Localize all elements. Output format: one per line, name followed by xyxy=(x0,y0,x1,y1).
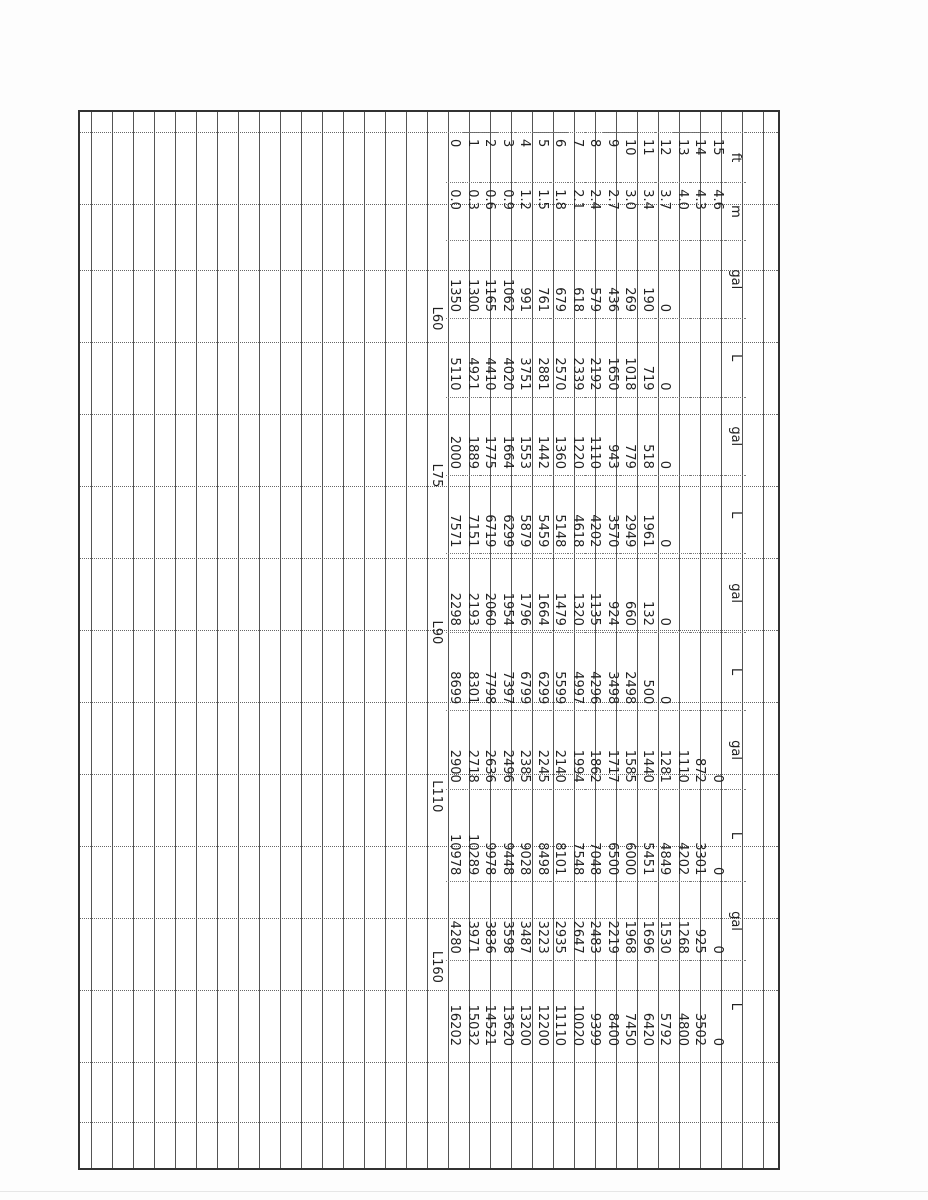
cell-value: 3971 xyxy=(464,882,482,960)
cell-value: 4997 xyxy=(569,632,587,710)
cell-m: 2.4 xyxy=(586,183,604,240)
cell-value: 7151 xyxy=(464,475,482,553)
cell-value: 10978 xyxy=(446,789,464,882)
cell-value: 719 xyxy=(639,319,657,397)
cell-value: 0 xyxy=(656,475,674,553)
gridline-horizontal xyxy=(196,112,197,1168)
cell-ft: 9 xyxy=(604,133,622,183)
cell-value: 7397 xyxy=(499,632,517,710)
cell-value xyxy=(709,397,727,475)
cell-m: 2.1 xyxy=(569,183,587,240)
cell-value: 2900 xyxy=(446,711,464,789)
cell-value: 1889 xyxy=(464,397,482,475)
cell-value: 9399 xyxy=(586,960,604,1052)
gridline-vertical xyxy=(80,1122,778,1123)
cell-value: 4020 xyxy=(499,319,517,397)
cell-value: 13620 xyxy=(499,960,517,1052)
cell-value: 579 xyxy=(586,240,604,318)
cell-value xyxy=(674,632,692,710)
cell-value: 6299 xyxy=(499,475,517,553)
grid-sheet xyxy=(78,110,780,1170)
cell-value: 4618 xyxy=(569,475,587,553)
cell-value: 2498 xyxy=(621,632,639,710)
table-row xyxy=(446,133,464,1053)
cell-value: 2949 xyxy=(621,475,639,553)
cell-value: 8101 xyxy=(551,789,569,882)
table-row xyxy=(464,133,482,1053)
cell-ft: 13 xyxy=(674,133,692,183)
gridline-horizontal xyxy=(322,112,323,1168)
cell-value: 991 xyxy=(516,240,534,318)
table-row xyxy=(656,133,674,1053)
cell-value: 0 xyxy=(656,240,674,318)
cell-value: 2192 xyxy=(586,319,604,397)
cell-value: 2636 xyxy=(481,711,499,789)
cell-value: 13200 xyxy=(516,960,534,1052)
cell-value: 2647 xyxy=(569,882,587,960)
cell-value: 7798 xyxy=(481,632,499,710)
cell-value: 5110 xyxy=(446,319,464,397)
cell-value: 1968 xyxy=(621,882,639,960)
cell-m: 4.6 xyxy=(709,183,727,240)
table-row xyxy=(586,133,604,1053)
cell-value: 9448 xyxy=(499,789,517,882)
header-m: m xyxy=(726,183,746,240)
cell-value: 269 xyxy=(621,240,639,318)
cell-m: 1.8 xyxy=(551,183,569,240)
cell-value: 5879 xyxy=(516,475,534,553)
group-spacer xyxy=(428,133,446,241)
cell-value: 8498 xyxy=(534,789,552,882)
cell-m: 2.7 xyxy=(604,183,622,240)
cell-m: 0.6 xyxy=(481,183,499,240)
cell-m: 4.0 xyxy=(674,183,692,240)
group-label: L110 xyxy=(429,780,445,813)
cell-value: 679 xyxy=(551,240,569,318)
cell-ft: 6 xyxy=(551,133,569,183)
table-row xyxy=(691,133,709,1053)
cell-value: 2140 xyxy=(551,711,569,789)
cell-value: 8400 xyxy=(604,960,622,1052)
cell-value: 2000 xyxy=(446,397,464,475)
cell-value: 6500 xyxy=(604,789,622,882)
cell-value: 7450 xyxy=(621,960,639,1052)
cell-value: 1110 xyxy=(586,397,604,475)
cell-value: 872 xyxy=(691,711,709,789)
cell-value: 1994 xyxy=(569,711,587,789)
cell-value: 2060 xyxy=(481,554,499,632)
cell-value: 1954 xyxy=(499,554,517,632)
cell-value: 518 xyxy=(639,397,657,475)
cell-value: 16202 xyxy=(446,960,464,1052)
cell-value: 1717 xyxy=(604,711,622,789)
table-row xyxy=(621,133,639,1053)
cell-value: 1320 xyxy=(569,554,587,632)
cell-ft: 11 xyxy=(639,133,657,183)
cell-value: 6000 xyxy=(621,789,639,882)
cell-value xyxy=(674,475,692,553)
cell-value: 4410 xyxy=(481,319,499,397)
cell-value: 500 xyxy=(639,632,657,710)
cell-value: 436 xyxy=(604,240,622,318)
cell-value: 2385 xyxy=(516,711,534,789)
cell-value: 1220 xyxy=(569,397,587,475)
cell-value: 0 xyxy=(709,711,727,789)
cell-value: 4296 xyxy=(586,632,604,710)
cell-ft: 0 xyxy=(446,133,464,183)
cell-value: 1281 xyxy=(656,711,674,789)
cell-value: 4280 xyxy=(446,882,464,960)
gridline-horizontal xyxy=(280,112,281,1168)
table-row xyxy=(674,133,692,1053)
cell-value: 4849 xyxy=(656,789,674,882)
header-unit: gal xyxy=(726,554,746,632)
cell-value: 10020 xyxy=(569,960,587,1052)
cell-value: 924 xyxy=(604,554,622,632)
header-unit: gal xyxy=(726,882,746,960)
cell-value: 2496 xyxy=(499,711,517,789)
cell-value: 0 xyxy=(656,554,674,632)
cell-ft: 5 xyxy=(534,133,552,183)
cell-value xyxy=(691,475,709,553)
cell-value: 1300 xyxy=(464,240,482,318)
cell-m: 0.0 xyxy=(446,183,464,240)
cell-value: 4202 xyxy=(586,475,604,553)
cell-value: 761 xyxy=(534,240,552,318)
cell-m: 4.3 xyxy=(691,183,709,240)
gridline-horizontal xyxy=(259,112,260,1168)
cell-m: 3.7 xyxy=(656,183,674,240)
cell-value: 779 xyxy=(621,397,639,475)
group-label: L90 xyxy=(429,620,445,645)
cell-value: 1775 xyxy=(481,397,499,475)
table-row xyxy=(499,133,517,1053)
table-row xyxy=(639,133,657,1053)
cell-ft: 15 xyxy=(709,133,727,183)
scanned-sheet xyxy=(78,110,780,1170)
cell-value: 1062 xyxy=(499,240,517,318)
cell-m: 1.5 xyxy=(534,183,552,240)
gridline-horizontal xyxy=(217,112,218,1168)
cell-value: 5599 xyxy=(551,632,569,710)
header-ft: ft xyxy=(726,133,746,183)
cell-value: 6420 xyxy=(639,960,657,1052)
cell-value: 0 xyxy=(656,632,674,710)
header-row xyxy=(726,133,746,1053)
cell-value: 5148 xyxy=(551,475,569,553)
gridline-horizontal xyxy=(112,112,113,1168)
header-unit: L xyxy=(726,960,746,1052)
cell-value: 3223 xyxy=(534,882,552,960)
header-unit: gal xyxy=(726,240,746,318)
cell-value xyxy=(709,554,727,632)
cell-value: 4202 xyxy=(674,789,692,882)
cell-value: 2219 xyxy=(604,882,622,960)
cell-value: 1664 xyxy=(534,554,552,632)
cell-value: 3751 xyxy=(516,319,534,397)
cell-value: 2298 xyxy=(446,554,464,632)
cell-value: 1479 xyxy=(551,554,569,632)
cell-m: 0.3 xyxy=(464,183,482,240)
cell-value xyxy=(691,240,709,318)
cell-value: 0 xyxy=(656,319,674,397)
cell-value: 1961 xyxy=(639,475,657,553)
cell-value: 7571 xyxy=(446,475,464,553)
cell-ft: 10 xyxy=(621,133,639,183)
gridline-horizontal xyxy=(91,112,92,1168)
cell-value: 2483 xyxy=(586,882,604,960)
cell-value xyxy=(674,397,692,475)
cell-value: 15032 xyxy=(464,960,482,1052)
cell-value: 2570 xyxy=(551,319,569,397)
cell-ft: 12 xyxy=(656,133,674,183)
header-unit: L xyxy=(726,632,746,710)
gridline-horizontal xyxy=(133,112,134,1168)
cell-value xyxy=(691,554,709,632)
cell-value: 1796 xyxy=(516,554,534,632)
group-label: L160 xyxy=(429,950,445,983)
cell-value: 2718 xyxy=(464,711,482,789)
cell-value: 8301 xyxy=(464,632,482,710)
header-unit: L xyxy=(726,475,746,553)
cell-value xyxy=(691,319,709,397)
cell-value: 9028 xyxy=(516,789,534,882)
cell-value: 2245 xyxy=(534,711,552,789)
table-row xyxy=(534,133,552,1053)
cell-value: 3502 xyxy=(691,960,709,1052)
cell-value: 10289 xyxy=(464,789,482,882)
cell-value: 1862 xyxy=(586,711,604,789)
cell-value: 1585 xyxy=(621,711,639,789)
cell-value: 0 xyxy=(709,882,727,960)
tank-volume-table xyxy=(428,132,746,1052)
cell-value: 7548 xyxy=(569,789,587,882)
group-label-row xyxy=(428,133,446,1053)
header-unit: gal xyxy=(726,711,746,789)
cell-ft: 2 xyxy=(481,133,499,183)
table-row xyxy=(551,133,569,1053)
cell-value: 6719 xyxy=(481,475,499,553)
cell-value xyxy=(709,632,727,710)
cell-value: 7048 xyxy=(586,789,604,882)
cell-value: 12200 xyxy=(534,960,552,1052)
gridline-horizontal xyxy=(343,112,344,1168)
cell-value: 14521 xyxy=(481,960,499,1052)
cell-ft: 3 xyxy=(499,133,517,183)
cell-ft: 4 xyxy=(516,133,534,183)
gridline-vertical xyxy=(80,1062,778,1063)
cell-value: 3498 xyxy=(604,632,622,710)
table-row xyxy=(481,133,499,1053)
cell-value: 1664 xyxy=(499,397,517,475)
cell-value: 1350 xyxy=(446,240,464,318)
cell-value: 1530 xyxy=(656,882,674,960)
cell-value xyxy=(674,554,692,632)
gridline-horizontal xyxy=(238,112,239,1168)
group-label: L60 xyxy=(429,306,445,331)
cell-value: 3301 xyxy=(691,789,709,882)
cell-value: 660 xyxy=(621,554,639,632)
cell-value: 3487 xyxy=(516,882,534,960)
gridline-horizontal xyxy=(301,112,302,1168)
cell-m: 3.4 xyxy=(639,183,657,240)
cell-value: 1553 xyxy=(516,397,534,475)
cell-value: 0 xyxy=(709,960,727,1052)
cell-value: 2193 xyxy=(464,554,482,632)
cell-ft: 14 xyxy=(691,133,709,183)
cell-m: 0.9 xyxy=(499,183,517,240)
cell-m: 3.0 xyxy=(621,183,639,240)
cell-value: 943 xyxy=(604,397,622,475)
gridline-horizontal xyxy=(385,112,386,1168)
cell-m: 1.2 xyxy=(516,183,534,240)
gridline-horizontal xyxy=(175,112,176,1168)
cell-value: 132 xyxy=(639,554,657,632)
cell-ft: 8 xyxy=(586,133,604,183)
cell-value xyxy=(674,319,692,397)
cell-value: 1696 xyxy=(639,882,657,960)
cell-value xyxy=(709,240,727,318)
cell-value: 11110 xyxy=(551,960,569,1052)
table-row xyxy=(604,133,622,1053)
gridline-horizontal xyxy=(154,112,155,1168)
cell-value: 1650 xyxy=(604,319,622,397)
cell-value: 5792 xyxy=(656,960,674,1052)
cell-value: 0 xyxy=(656,397,674,475)
cell-value xyxy=(691,397,709,475)
cell-value: 2881 xyxy=(534,319,552,397)
header-unit: L xyxy=(726,319,746,397)
cell-value xyxy=(691,632,709,710)
cell-value: 0 xyxy=(709,789,727,882)
cell-value: 4800 xyxy=(674,960,692,1052)
cell-value: 3598 xyxy=(499,882,517,960)
group-label: L75 xyxy=(429,463,445,488)
cell-value: 6299 xyxy=(534,632,552,710)
cell-value: 2935 xyxy=(551,882,569,960)
cell-value: 3836 xyxy=(481,882,499,960)
header-unit: gal xyxy=(726,397,746,475)
table-row xyxy=(516,133,534,1053)
cell-value: 4921 xyxy=(464,319,482,397)
cell-value: 6799 xyxy=(516,632,534,710)
cell-value: 1442 xyxy=(534,397,552,475)
cell-value xyxy=(709,319,727,397)
cell-value: 190 xyxy=(639,240,657,318)
gridline-horizontal xyxy=(364,112,365,1168)
cell-value: 1110 xyxy=(674,711,692,789)
cell-value: 1360 xyxy=(551,397,569,475)
cell-ft: 1 xyxy=(464,133,482,183)
cell-value: 1135 xyxy=(586,554,604,632)
cell-value: 3570 xyxy=(604,475,622,553)
gridline-horizontal xyxy=(406,112,407,1168)
table-row xyxy=(709,133,727,1053)
cell-value: 5459 xyxy=(534,475,552,553)
cell-value: 1018 xyxy=(621,319,639,397)
cell-value: 618 xyxy=(569,240,587,318)
cell-value: 925 xyxy=(691,882,709,960)
cell-value: 1165 xyxy=(481,240,499,318)
cell-value: 9978 xyxy=(481,789,499,882)
cell-value xyxy=(674,240,692,318)
cell-value: 8699 xyxy=(446,632,464,710)
header-unit: L xyxy=(726,789,746,882)
cell-ft: 7 xyxy=(569,133,587,183)
gridline-horizontal xyxy=(763,112,764,1168)
cell-value: 5451 xyxy=(639,789,657,882)
page-edge xyxy=(0,1191,928,1192)
cell-value: 2339 xyxy=(569,319,587,397)
cell-value xyxy=(709,475,727,553)
cell-value: 1268 xyxy=(674,882,692,960)
cell-value: 1440 xyxy=(639,711,657,789)
table-row xyxy=(569,133,587,1053)
